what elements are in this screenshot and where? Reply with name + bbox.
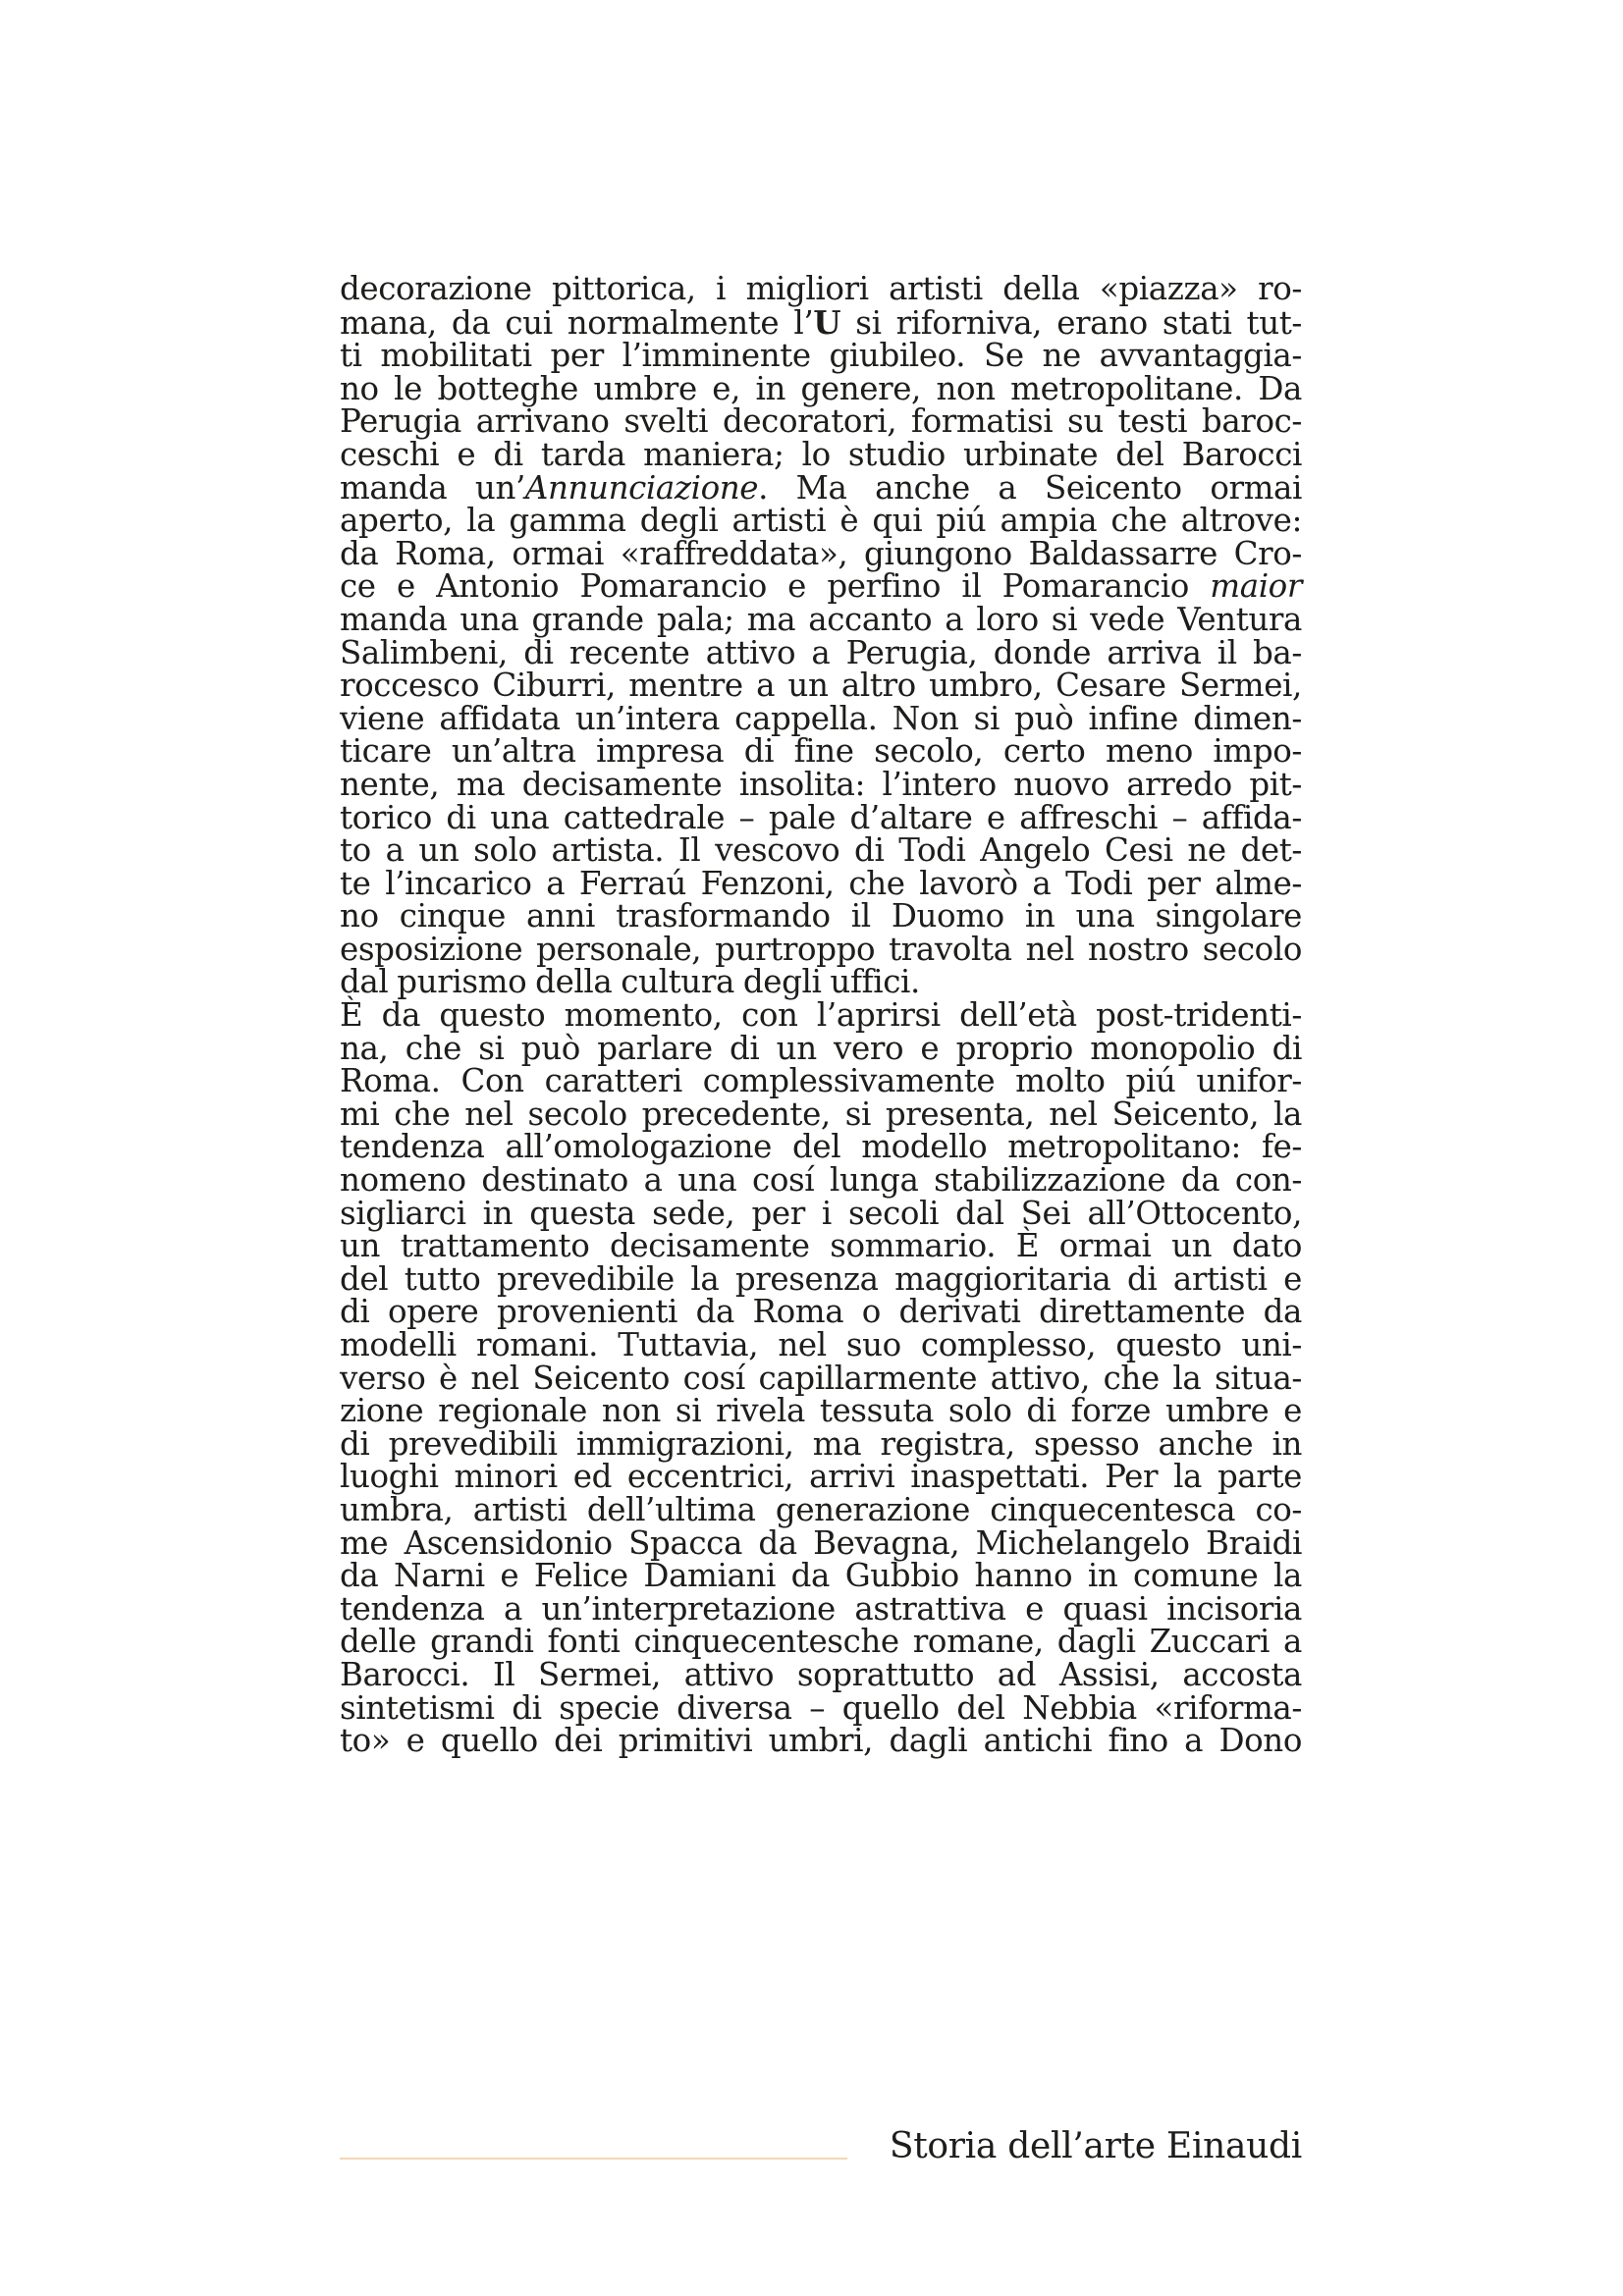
text-run: manda un’ [340,468,525,507]
text-line [340,633,1302,671]
text-line [340,402,1302,441]
text-line [340,1392,1302,1430]
text-run: no cinque anni trasformando il Duomo in una singolare [340,897,1302,935]
text-line [340,1623,1302,1661]
text-run: luoghi minori ed eccentrici, arrivi inaspettati. Per la parte [340,1458,1302,1496]
text-line [340,864,1302,902]
text-run: sintetismi di specie diversa – quello del Nebbia «riforma- [340,1688,1302,1727]
text-run: un trattamento decisamente sommario. È ormai un dato [340,1227,1302,1265]
text-line [340,798,1302,836]
text-run: Perugia arrivano svelti decoratori, formatisi su testi baroc- [340,402,1302,441]
text-run: na, che si può parlare di un vero e proprio monopolio di [340,1029,1302,1067]
text-line [340,930,1302,968]
text-run: zione regionale non si rivela tessuta solo di forze umbre e [340,1392,1302,1430]
text-run: nomeno destinato a una cosí lunga stabilizzazione da con- [340,1161,1302,1200]
text-line [340,1490,1302,1528]
text-line [340,1161,1302,1200]
text-line [340,1194,1302,1232]
text-line [340,567,1302,606]
text-line [340,1589,1302,1628]
text-line [340,534,1302,572]
text-run: Salimbeni, di recente attivo a Perugia, donde arriva il ba- [340,633,1302,671]
text-line [340,1523,1302,1562]
text-line [340,1095,1302,1133]
text-run: si riforniva, erano stati tut- [840,303,1302,342]
text-line [340,1259,1302,1298]
text-run: Roma. Con caratteri complessivamente molto piú unifor- [340,1062,1302,1100]
text-line [340,1326,1302,1363]
text-run: verso è nel Seicento cosí capillarmente attivo, che la situa- [340,1359,1302,1397]
text-run: del tutto prevedibile la presenza maggioritaria di artisti e [340,1259,1302,1298]
text-run: di prevedibili immigrazioni, ma registra, spesso anche in [340,1424,1302,1463]
text-line [340,270,1302,307]
text-line [340,1722,1302,1760]
body-text [340,270,1303,1760]
text-run: È da questo momento, con l’aprirsi dell’età post-tridenti- [340,996,1302,1035]
text-line [340,1557,1302,1595]
text-run: ce e Antonio Pomarancio e perfino il Pomarancio [340,567,1211,606]
text-line [340,435,1302,473]
text-line [340,996,1302,1035]
text-run: viene affidata un’intera cappella. Non si può infine dimen- [340,699,1302,737]
text-line [340,897,1302,935]
text-line [340,1359,1302,1397]
text-run: tendenza all’omologazione del modello metropolitano: fe- [340,1128,1302,1166]
text-run: ticare un’altra impresa di fine secolo, certo meno impo- [340,732,1302,771]
text-line [340,1458,1302,1496]
text-run: modelli romani. Tuttavia, nel suo complesso, questo uni- [340,1326,1302,1363]
text-line [340,1062,1302,1100]
text-run: da Narni e Felice Damiani da Gubbio hanno in comune la [340,1557,1302,1595]
text-line [340,1424,1302,1463]
text-line [340,765,1302,803]
text-run: umbra, artisti dell’ultima generazione cinquecentesca co- [340,1490,1302,1528]
text-run: di opere provenienti da Roma o derivati direttamente da [340,1293,1302,1331]
text-run: to» e quello dei primitivi umbri, dagli antichi fino a Dono [340,1722,1302,1760]
italic-run: maior [1210,567,1302,606]
footer-series-title: Storia dell’arte Einaudi [889,2126,1302,2166]
text-run: delle grandi fonti cinquecentesche romane, dagli Zuccari a [340,1623,1302,1661]
text-run: ti mobilitati per l’imminente giubileo. Se ne avvantaggia- [340,337,1302,375]
text-line [340,1688,1302,1727]
text-run: ceschi e di tarda maniera; lo studio urbinate del Barocci [340,435,1302,473]
text-line [340,502,1302,540]
text-line [340,1128,1302,1166]
text-run: no le botteghe umbre e, in genere, non metropolitane. Da [340,369,1302,407]
text-run: dal purismo della cultura degli uffici. [340,963,920,1001]
text-run: aperto, la gamma degli artisti è qui piú ampia che altrove: [340,502,1302,540]
text-line [340,1655,1302,1693]
bold-run: U [813,302,841,342]
text-run: to a un solo artista. Il vescovo di Todi Angelo Cesi ne det- [340,831,1302,870]
text-line [340,302,1302,342]
footer-rule [340,2158,847,2160]
text-run: . Ma anche a Seicento ormai [758,468,1303,507]
text-line [340,963,1302,1001]
text-run: mi che nel secolo precedente, si presenta, nel Seicento, la [340,1095,1302,1133]
text-line [340,669,1302,703]
text-run: me Ascensidonio Spacca da Bevagna, Michelangelo Braidi [340,1523,1302,1562]
text-run: torico di una cattedrale – pale d’altare e affreschi – affida- [340,798,1302,836]
text-run: tendenza a un’interpretazione astrattiva e quasi incisoria [340,1589,1302,1628]
text-run: mana, da cui normalmente l’ [340,303,814,342]
text-run: decorazione pittorica, i migliori artisti della «piazza» ro- [340,270,1302,307]
text-run: nente, ma decisamente insolita: l’intero nuovo arredo pit- [340,765,1302,803]
text-line [340,1293,1302,1331]
text-run: roccesco Ciburri, mentre a un altro umbro, Cesare Sermei, [340,667,1302,705]
text-run: Barocci. Il Sermei, attivo soprattutto ad Assisi, accosta [340,1655,1302,1693]
text-line [340,468,1303,507]
text-run: manda una grande pala; ma accanto a loro si vede Ventura [340,600,1302,638]
text-run: te l’incarico a Ferraú Fenzoni, che lavorò a Todi per alme- [340,864,1302,902]
text-line [340,1227,1302,1265]
text-line [340,732,1302,771]
text-line [340,699,1302,737]
text-line [340,831,1302,870]
text-run: da Roma, ormai «raffreddata», giungono Baldassarre Cro- [340,534,1302,572]
text-line [340,337,1302,375]
text-line [340,1029,1302,1067]
text-line [340,369,1302,407]
italic-run: Annunciazione [524,468,759,507]
text-run: esposizione personale, purtroppo travolta nel nostro secolo [340,930,1302,968]
text-run: sigliarci in questa sede, per i secoli dal Sei all’Ottocento, [340,1194,1302,1232]
text-line [340,600,1302,638]
